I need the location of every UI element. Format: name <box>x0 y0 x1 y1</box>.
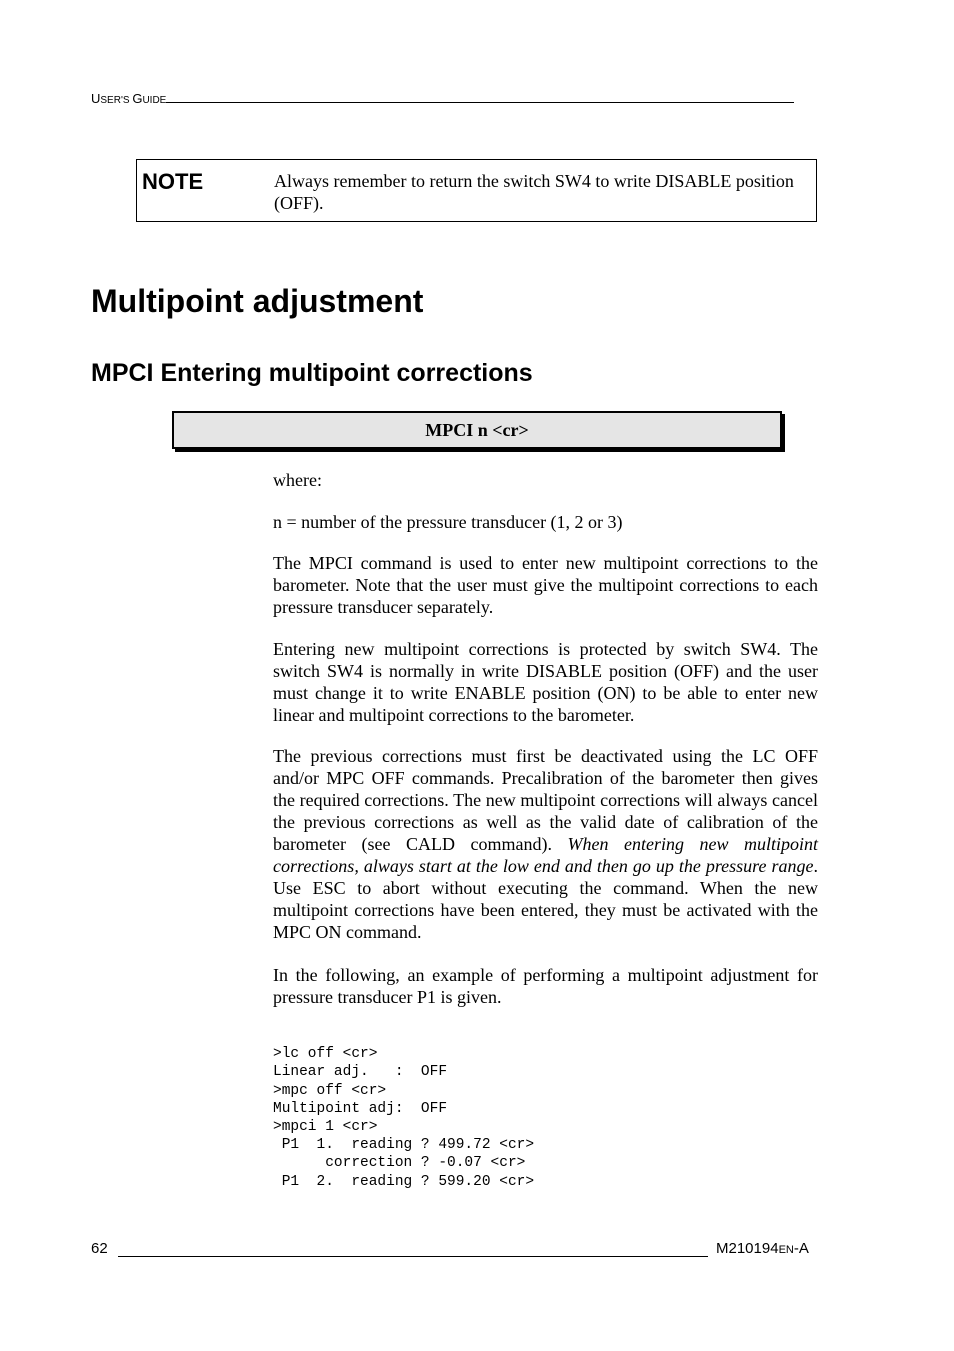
procedure-text-end: . Use ESC to abort without executing the command. When the new multipoint corrections have been entered, they must be activated with the MPC ON command. <box>273 856 818 942</box>
document-code-lang: EN <box>778 1244 794 1256</box>
paragraph-procedure <box>273 745 818 943</box>
code-line: P1 2. reading ? 599.20 <cr> <box>273 1173 535 1190</box>
header-title-initial-u: U <box>91 91 101 106</box>
command-syntax: MPCI n <cr> <box>425 419 529 440</box>
header-title-apostrophe: ' <box>120 95 123 106</box>
page-number: 62 <box>91 1240 108 1257</box>
section-heading: Multipoint adjustment <box>91 283 424 319</box>
paragraph-purpose: The MPCI command is used to enter new multipoint corrections to the barometer. Note that the user must give the multipoint corrections to each pressure transducer separately. <box>273 553 818 617</box>
code-line: Linear adj. : OFF <box>273 1064 448 1081</box>
header-rule <box>166 102 794 103</box>
header-title-s: S <box>122 95 130 106</box>
header-title-uide: UIDE <box>142 95 167 106</box>
running-header <box>91 91 817 109</box>
subsection-heading: MPCI Entering multipoint corrections <box>91 359 533 387</box>
note-box <box>136 159 817 222</box>
header-title-initial-g: G <box>132 91 143 106</box>
note-label: NOTE <box>142 169 204 194</box>
command-syntax-box <box>172 411 782 449</box>
paragraph-switch-protection: Entering new multipoint corrections is protected by switch SW4. The switch SW4 is normally in write DISABLE position (OFF) and the user must change it to write ENABLE position (ON) to be able to enter new linear and multipoint corrections to the barometer. <box>273 639 818 725</box>
code-line: >mpc off <cr> <box>273 1082 387 1099</box>
code-line: P1 1. reading ? 499.72 <cr> <box>273 1137 535 1154</box>
code-line: Multipoint adj: OFF <box>273 1100 448 1117</box>
paragraph-example-intro: In the following, an example of performing a multipoint adjustment for pressure transducer P1 is given. <box>273 965 818 1007</box>
code-line: correction ? -0.07 <cr> <box>273 1155 526 1172</box>
document-code <box>716 1240 809 1257</box>
footer-rule <box>118 1256 708 1257</box>
parameter-description: n = number of the pressure transducer (1, 2 or 3) <box>273 512 623 532</box>
document-code-suffix: -A <box>793 1240 809 1257</box>
where-label: where: <box>273 470 322 490</box>
code-line: >mpci 1 <cr> <box>273 1119 378 1136</box>
procedure-emphasis: When entering new multipoint corrections, always start at the low end and then go up the pressure range <box>273 834 818 876</box>
code-example <box>273 1027 534 1209</box>
note-text: Always remember to return the switch SW4 to write DISABLE position (OFF). <box>274 171 794 213</box>
procedure-text-start: The previous corrections must first be deactivated using the LC OFF and/or MPC OFF commands. Precalibration of the barometer then gives the required corrections. The new multipoint corrections will always cancel the previous corrections as well as the valid date of calibration of the barometer (see CALD command). <box>273 746 818 854</box>
header-title-sers: SER <box>100 95 121 106</box>
document-code-main: M210194 <box>716 1240 779 1257</box>
code-line: >lc off <cr> <box>273 1046 378 1063</box>
